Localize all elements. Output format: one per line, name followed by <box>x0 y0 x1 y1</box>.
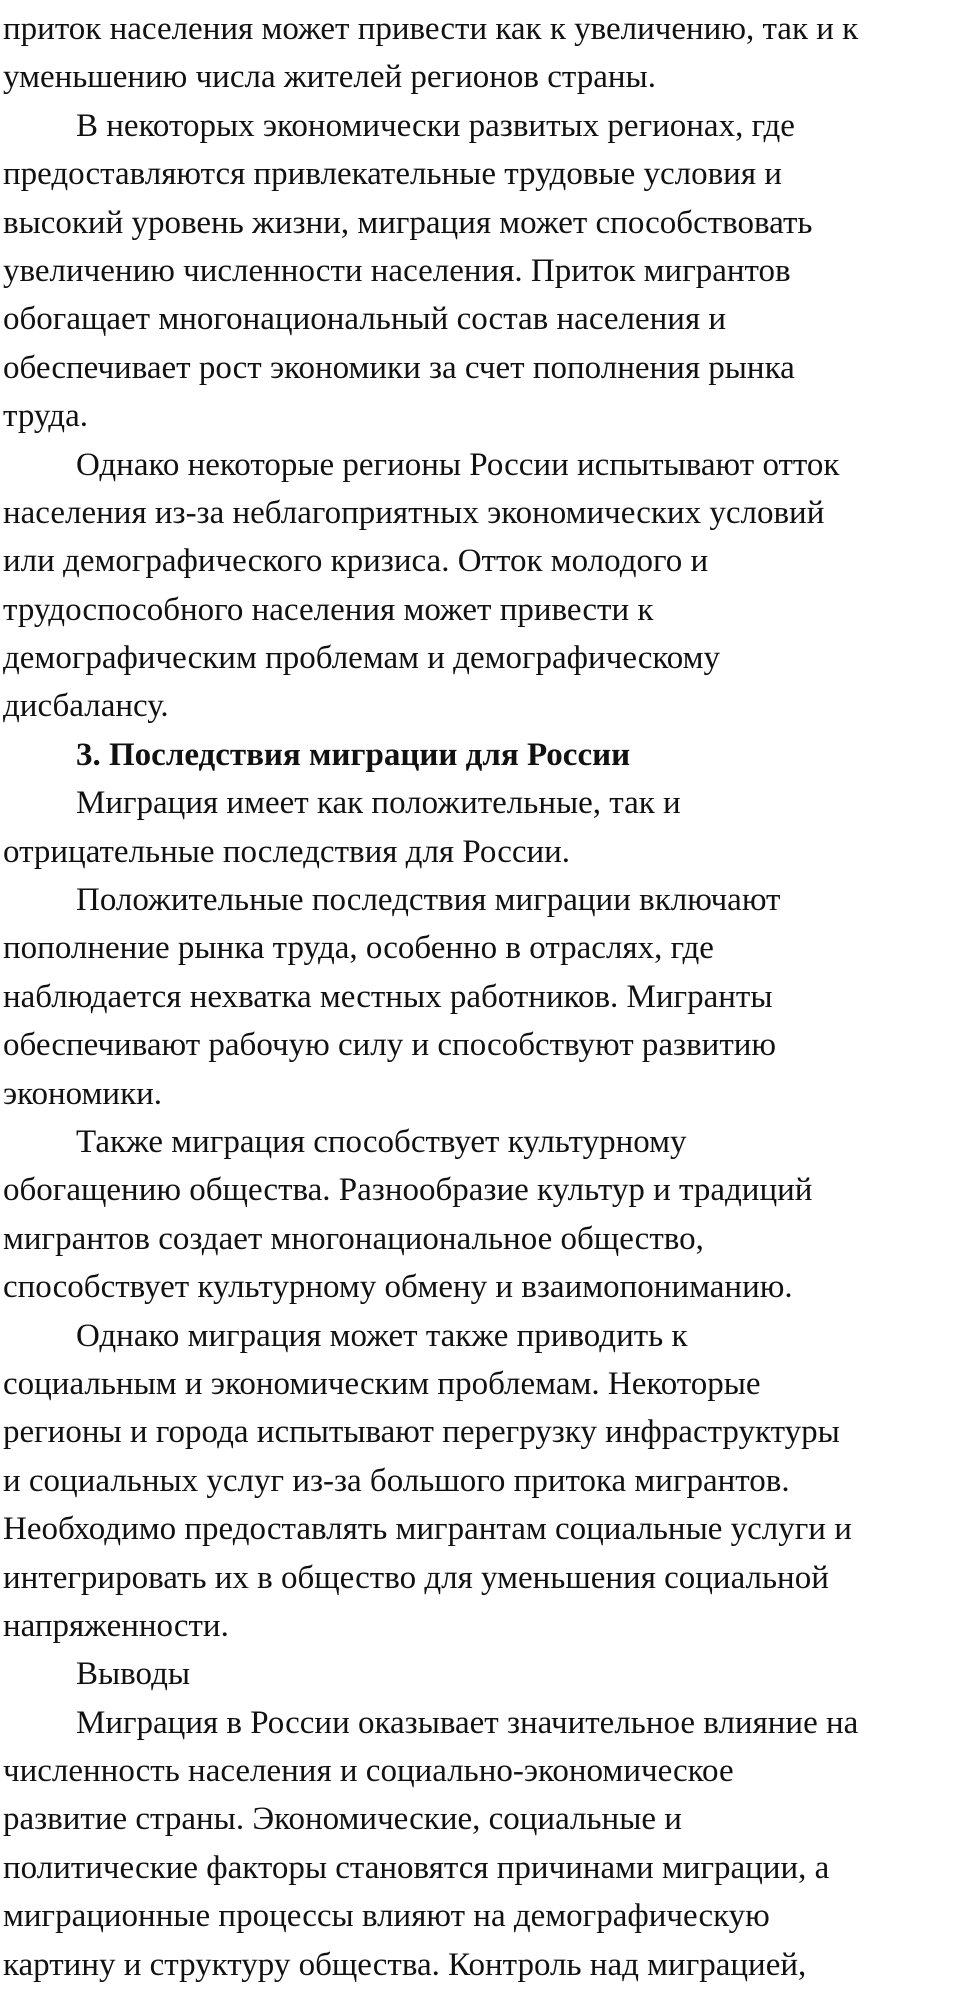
text-line: Также миграция способствует культурному <box>76 1123 687 1160</box>
text-line: предоставляются привлекательные трудовые условия и <box>3 156 782 193</box>
text-line: Однако миграция может также приводить к <box>76 1317 688 1354</box>
text-line: обогащению общества. Разнообразие культур и традиций <box>3 1172 813 1209</box>
text-line: Необходимо предоставлять мигрантам социальные услуги и <box>3 1511 852 1548</box>
text-line: обеспечивают рабочую силу и способствуют развитию <box>3 1027 777 1064</box>
text-line: Выводы <box>76 1656 191 1693</box>
section-heading: 3. Последствия миграции для России <box>76 736 631 773</box>
text-line: Миграция в России оказывает значительное влияние на <box>76 1704 859 1741</box>
text-line: и социальных услуг из-за большого притока мигрантов. <box>3 1462 790 1499</box>
text-line: картину и структуру общества. Контроль над миграцией, <box>3 1946 807 1983</box>
text-line: напряженности. <box>3 1607 229 1644</box>
text-line: приток населения может привести как к увеличению, так и к <box>3 11 859 47</box>
text-line: обогащает многонациональный состав населения и <box>3 301 727 338</box>
text-line: экономики. <box>3 1075 163 1112</box>
text-line: Миграция имеет как положительные, так и <box>76 785 681 822</box>
text-line: интегрировать их в общество для уменьшения социальной <box>3 1559 829 1596</box>
text-line: Однако некоторые регионы России испытывают отток <box>76 446 840 483</box>
text-line: или демографического кризиса. Отток молодого и <box>3 543 709 580</box>
text-line: отрицательные последствия для России. <box>3 833 571 870</box>
text-line: развитие страны. Экономические, социальные и <box>3 1801 682 1838</box>
text-line: населения из-за неблагоприятных экономических условий <box>3 494 825 531</box>
text-line: численность населения и социально-экономическое <box>3 1753 734 1790</box>
text-line: социальным и экономическим проблемам. Некоторые <box>3 1365 761 1402</box>
text-line: способствует культурному обмену и взаимопониманию. <box>3 1269 793 1306</box>
text-line: Положительные последствия миграции включают <box>76 882 781 919</box>
text-line: увеличению численности населения. Приток мигрантов <box>3 252 791 289</box>
text-line: обеспечивает рост экономики за счет пополнения рынка <box>3 349 795 386</box>
text-line: регионы и города испытывают перегрузку инфраструктуры <box>3 1414 840 1451</box>
text-line: миграционные процессы влияют на демографическую <box>3 1898 770 1935</box>
text-line: уменьшению числа жителей регионов страны. <box>3 59 656 96</box>
text-line: дисбалансу. <box>3 688 169 725</box>
text-line: политические факторы становятся причинами миграции, а <box>3 1849 830 1886</box>
text-line: высокий уровень жизни, миграция может способствовать <box>3 204 813 241</box>
text-line: труда. <box>3 398 88 435</box>
text-line: мигрантов создает многонациональное общество, <box>3 1220 704 1257</box>
document-text <box>3 5 958 1989</box>
text-line: пополнение рынка труда, особенно в отраслях, где <box>3 930 714 967</box>
text-line: В некоторых экономически развитых регионах, где <box>76 107 795 144</box>
text-line: демографическим проблемам и демографическому <box>3 640 721 677</box>
text-line: трудоспособного населения может привести к <box>3 591 654 628</box>
text-line: наблюдается нехватка местных работников. Мигранты <box>3 978 773 1015</box>
